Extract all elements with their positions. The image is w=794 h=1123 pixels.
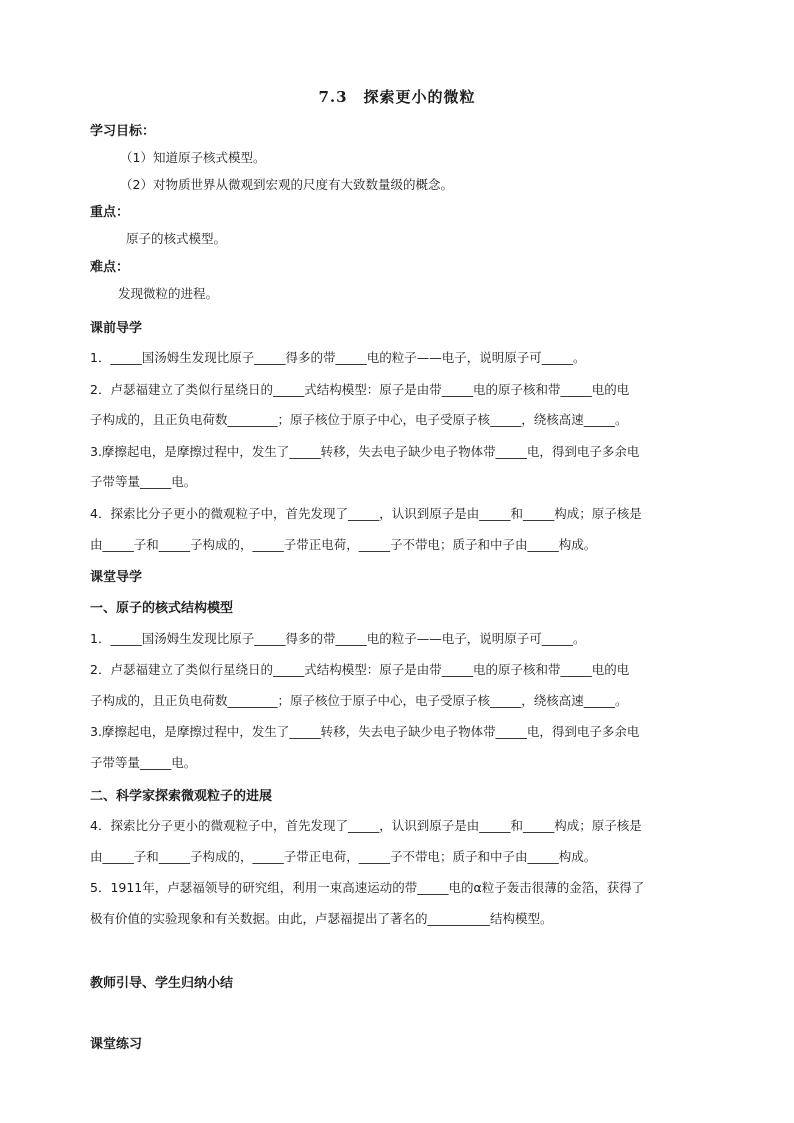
section-1-line-5: 子带等量_____电。 — [90, 755, 197, 770]
objectives-heading: 学习目标： — [90, 124, 156, 139]
difficulty-text: 发现微粒的进程。 — [118, 286, 219, 301]
page-title: 7.3 探索更小的微粒 — [318, 88, 476, 106]
objective-item-1: （1）知道原子核式模型。 — [120, 150, 266, 165]
summary-heading: 教师引导、学生归纳小结 — [90, 976, 234, 991]
pre-class-line-6: 4．探索比分子更小的微观粒子中，首先发现了_____，认识到原子是由_____和_____构成；原子核是 — [90, 506, 642, 521]
pre-class-heading: 课前导学 — [90, 321, 143, 336]
practice-heading: 课堂练习 — [90, 1037, 143, 1052]
section-1-line-4: 3.摩擦起电，是摩擦过程中，发生了_____转移，失去电子缺少电子物体带_____电，得到电子多余电 — [90, 724, 640, 739]
pre-class-line-4: 3.摩擦起电，是摩擦过程中，发生了_____转移，失去电子缺少电子物体带_____电，得到电子多余电 — [90, 444, 640, 459]
pre-class-line-5: 子带等量_____电。 — [90, 474, 197, 489]
pre-class-line-2: 2．卢瑟福建立了类似行星绕日的_____式结构模型：原子是由带_____电的原子核和带_____电的电 — [90, 382, 630, 397]
pre-class-line-7: 由_____子和_____子构成的，_____子带正电荷，_____子不带电；质子和中子由_____构成。 — [90, 537, 597, 552]
pre-class-line-1: 1．_____国汤姆生发现比原子_____得多的带_____电的粒子——电子，说明原子可_____。 — [90, 350, 586, 365]
in-class-heading: 课堂导学 — [90, 570, 143, 585]
section-2-line-3: 5．1911年，卢瑟福领导的研究组，利用一束高速运动的带_____电的α粒子轰击很薄的金箔，获得了 — [90, 880, 645, 895]
section-2-heading: 二、科学家探索微观粒子的进展 — [90, 789, 273, 804]
section-2-line-4: 极有价值的实验现象和有关数据。由此，卢瑟福提出了著名的__________结构模型。 — [90, 911, 553, 926]
section-2-line-2: 由_____子和_____子构成的，_____子带正电荷，_____子不带电；质子和中子由_____构成。 — [90, 849, 597, 864]
section-1-heading: 一、原子的核式结构模型 — [90, 601, 234, 616]
objective-item-2: （2）对物质世界从微观到宏观的尺度有大致数量级的概念。 — [120, 177, 453, 192]
section-2-line-1: 4．探索比分子更小的微观粒子中，首先发现了_____，认识到原子是由_____和_____构成；原子核是 — [90, 818, 642, 833]
pre-class-line-3: 子构成的，且正负电荷数________；原子核位于原子中心，电子受原子核_____，绕核高速_____。 — [90, 412, 628, 427]
section-1-line-3: 子构成的，且正负电荷数________；原子核位于原子中心，电子受原子核_____，绕核高速_____。 — [90, 693, 628, 708]
section-1-line-1: 1．_____国汤姆生发现比原子_____得多的带_____电的粒子——电子，说明原子可_____。 — [90, 631, 586, 646]
section-1-line-2: 2．卢瑟福建立了类似行星绕日的_____式结构模型：原子是由带_____电的原子核和带_____电的电 — [90, 662, 630, 677]
difficulty-heading: 难点： — [90, 260, 130, 275]
key-point-text: 原子的核式模型。 — [126, 231, 227, 246]
key-point-heading: 重点： — [90, 205, 130, 220]
